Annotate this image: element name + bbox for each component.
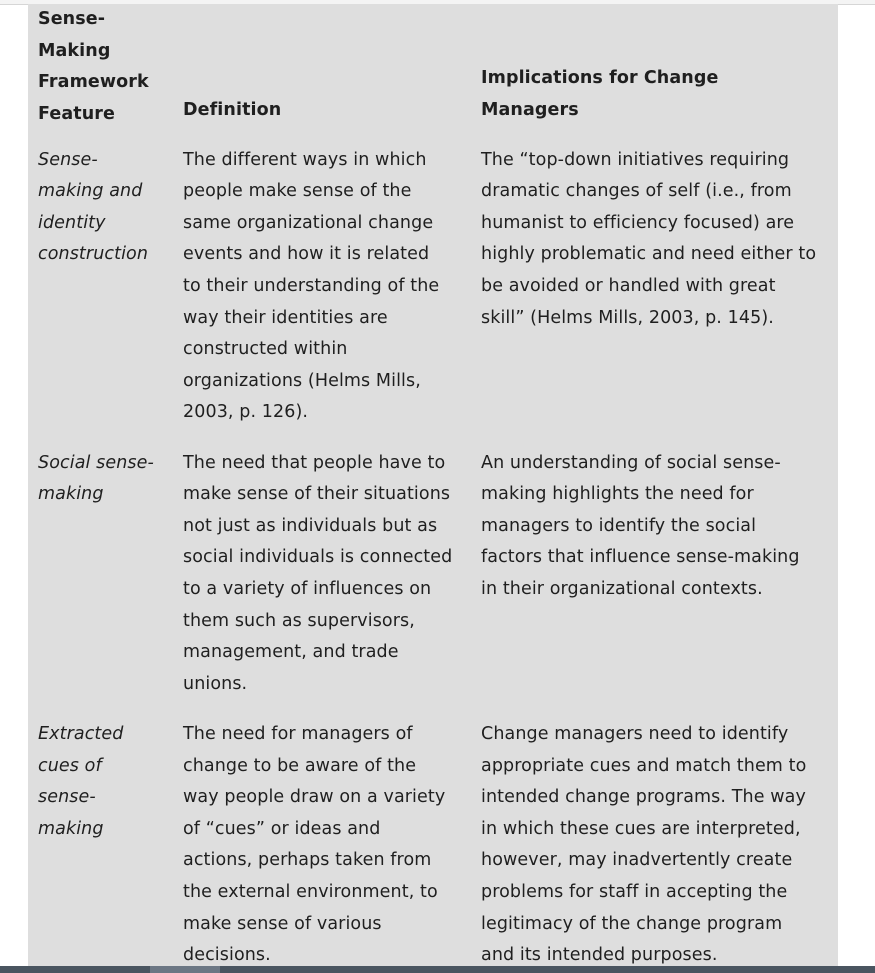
row1-implications (481, 145, 838, 335)
header-feature-line: Framework (38, 72, 149, 93)
row3-feature-line: Extracted (38, 724, 124, 744)
row3-definition-line: the external environment, to (183, 881, 438, 902)
header-implications-line: Implications for Change (481, 68, 719, 88)
row2-implications-line: managers to identify the social (481, 515, 757, 536)
row1-definition-line: constructed within (183, 339, 348, 360)
row3-implications-line: appropriate cues and match them to (481, 755, 807, 776)
row2-definition-line: management, and trade (183, 642, 399, 663)
row1-implications-line: dramatic changes of self (i.e., from (481, 181, 792, 202)
row1-feature (38, 145, 178, 271)
row1-definition-line: The different ways in which (183, 149, 427, 170)
row3-implications-line: legitimacy of the change program (481, 913, 783, 934)
header-implications (481, 63, 838, 126)
row3-implications-line: Change managers need to identify (481, 724, 789, 744)
row3-implications-line: intended change programs. The way (481, 787, 806, 808)
row3-definition-line: change to be aware of the (183, 755, 417, 776)
row2-definition-line: unions. (183, 673, 248, 694)
row2-definition-line: them such as supervisors, (183, 610, 415, 631)
header-feature (38, 4, 178, 130)
row2-implications-line: factors that influence sense-making (481, 547, 800, 568)
header-feature-line: Feature (38, 103, 115, 124)
row1-implications-line: skill” (Helms Mills, 2003, p. 145). (481, 307, 774, 328)
row1-feature-line: identity (38, 212, 106, 233)
taskbar-strip (0, 966, 875, 973)
row1-feature-line: Sense- (38, 149, 98, 170)
row3-implications-line: problems for staff in accepting the (481, 881, 788, 902)
row1-implications-line: humanist to efficiency focused) are (481, 212, 795, 233)
header-definition-line: Definition (183, 99, 282, 120)
row3-implications-line: in which these cues are interpreted, (481, 818, 801, 839)
row1-feature-line: making and (38, 181, 143, 202)
row2-implications-line: An understanding of social sense- (481, 452, 781, 473)
taskbar-segment (150, 966, 220, 973)
row1-definition-line: way their identities are (183, 307, 388, 328)
row2-implications-line: making highlights the need for (481, 484, 754, 505)
header-feature-line: Sense- (38, 9, 106, 29)
row2-definition-line: not just as individuals but as (183, 515, 438, 536)
row3-implications (481, 719, 838, 966)
row2-definition-line: to a variety of influences on (183, 578, 432, 599)
row3-definition-line: actions, perhaps taken from (183, 850, 432, 871)
row3-definition-line: The need for managers of (183, 724, 413, 744)
row1-implications-line: be avoided or handled with great (481, 275, 776, 296)
row3-definition-line: make sense of various (183, 913, 382, 934)
row3-feature-line: sense- (38, 787, 96, 808)
row1-definition-line: 2003, p. 126). (183, 402, 309, 423)
row1-definition (183, 145, 475, 429)
row1-definition-line: to their understanding of the (183, 275, 440, 296)
row3-feature-line: making (38, 818, 104, 839)
row2-feature (38, 448, 178, 511)
row1-definition-line: same organizational change (183, 212, 434, 233)
row2-feature-line: Social sense- (38, 452, 154, 473)
row3-feature-line: cues of (38, 755, 102, 776)
row2-definition-line: The need that people have to (183, 452, 446, 473)
row2-implications (481, 448, 838, 606)
row2-feature-line: making (38, 484, 104, 505)
header-implications-line: Managers (481, 99, 579, 120)
row3-implications-line: however, may inadvertently create (481, 850, 793, 871)
row2-definition (183, 448, 475, 701)
row3-definition (183, 719, 475, 966)
header-feature-line: Making (38, 40, 111, 61)
row2-implications-line: in their organizational contexts. (481, 578, 763, 599)
row3-implications-line: and its intended purposes. (481, 945, 718, 966)
row1-implications-line: The “top-down initiatives requiring (481, 149, 790, 170)
sensemaking-table (28, 4, 838, 966)
row3-definition-line: decisions. (183, 945, 271, 966)
row3-feature (38, 719, 178, 845)
row1-feature-line: construction (38, 244, 149, 265)
row2-definition-line: make sense of their situations (183, 484, 451, 505)
row3-definition-line: way people draw on a variety (183, 787, 446, 808)
row2-definition-line: social individuals is connected (183, 547, 453, 568)
row1-definition-line: people make sense of the (183, 181, 412, 202)
row1-definition-line: organizations (Helms Mills, (183, 370, 421, 391)
row3-definition-line: of “cues” or ideas and (183, 818, 381, 839)
row1-implications-line: highly problematic and need either to (481, 244, 817, 265)
row1-definition-line: events and how it is related (183, 244, 430, 265)
header-definition (183, 95, 475, 127)
